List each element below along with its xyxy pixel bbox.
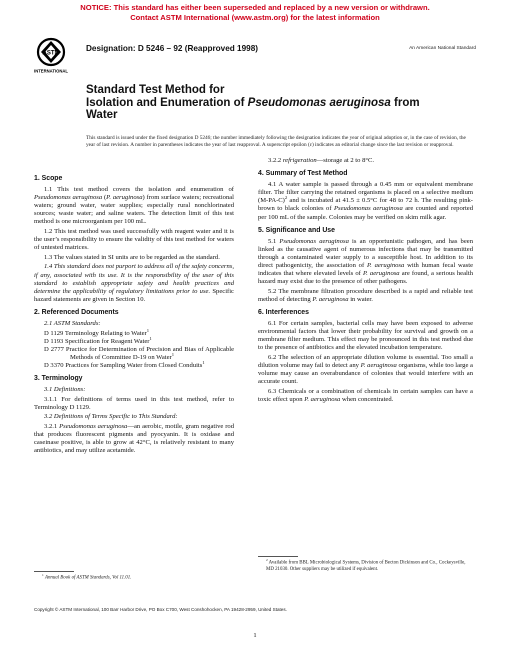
issuance-note: This standard is issued under the fixed designation D 5246; the number immediately following the designation indicates the year of original adoption or, in the case of revision, the year of last revision. A number in parentheses indicates the year of last reapproval. A superscript epsilon (ε) indicates an editorial change since the last revision or reapproval.: [86, 135, 466, 148]
paragraph-4-1: 4.1 A water sample is passed through a 0.45 mm or equivalent membrane filter. The filter carrying the retained organisms is placed on a selective medium $(M-PA-C)^2$ and is incubated at 41.5 ± 0.5°C for 48 to 72 h. The resulting pink-brown to black colonies of Pseudomonas aeruginosa are counted and reported per 100 mL of the sample. Colonies may be verified on skim milk agar.: [258, 181, 473, 221]
copyright-line: Copyright © ASTM International, 100 Barr Harbor Drive, PO Box C700, West Conshohocken, PA 19428-2959, United States.: [34, 607, 287, 612]
footnote-2: $^2$ Available from BBL Microbiological Systems, Division of Becton Dickinson and Co., Cockeysville, MD 21030. Other suppliers may be utilized if equivalent.: [266, 558, 466, 572]
section-heading-referenced-documents: 2. Referenced Documents: [34, 308, 119, 316]
paragraph-1-3: 1.3 The values stated in SI units are to be regarded as the standard.: [44, 253, 220, 261]
paragraph-6-3: 6.3 Chemicals or a combination of chemicals in certain samples can have a toxic effect upon P. aeruginosa when concentrated.: [258, 387, 473, 403]
reference-d1129: D 1129 Terminology Relating to Water$^1$: [44, 327, 150, 337]
withdrawal-notice: [0, 3, 510, 22]
paragraph-3-2-2: 3.2.2 refrigeration—storage at 2 to 8°C.: [268, 157, 375, 164]
astm-logo: [34, 36, 68, 76]
footnote-1: $^1$ Annual Book of ASTM Standards, Vol 11.01.: [42, 573, 132, 581]
paragraph-1-2: 1.2 This test method was used successfully with reagent water and it is the user’s responsibility to ensure the validity of this test method for waters of untested matrices.: [34, 228, 234, 252]
svg-text:ASTM: ASTM: [42, 50, 60, 57]
paragraph-3-2: 3.2 Definitions of Terms Specific to This Standard:: [44, 413, 178, 421]
paragraph-1-4: 1.4 This standard does not purport to address all of the safety concerns, if any, associated with its use. It is the responsibility of the user of this standard to establish appropriate safety and health practices and determine the applicability of regulatory limitations prior to use. Specific hazard statements are given in Section 10.: [34, 263, 234, 303]
left-column: [34, 170, 234, 457]
footnote-rule-left: [34, 571, 74, 572]
logo-caption: INTERNATIONAL: [34, 68, 68, 74]
document-title: [86, 84, 420, 122]
right-column: [258, 157, 473, 406]
title-line-3: Water: [86, 109, 118, 121]
notice-line-2: Contact ASTM International (www.astm.org) for the latest information: [130, 12, 380, 22]
title-line-1: Standard Test Method for: [86, 84, 225, 96]
paragraph-3-2-1: 3.2.1 Pseudomonas aeruginosa—an aerobic, motile, gram negative rod that produces fluorescent pigments and pyocyanin. It is oxidase and caseinase positive, is able to grow at 42°C, is relatively resistant to many antibiotics, and may utilize acetamide.: [34, 423, 235, 455]
paragraph-3-1-1: 3.1.1 For definitions of terms used in this test method, refer to Terminology D 1129.: [34, 395, 234, 411]
paragraph-6-1: 6.1 For certain samples, bacterial cells may have been exposed to adverse environmental factors that lower their probability for survival and growth on a membrane filter medium. This effect may be pronounced in this test method due to the presence of antibiotics and the elevated incubation temperature.: [258, 320, 473, 352]
section-heading-scope: 1. Scope: [34, 175, 63, 182]
paragraph-3-1: 3.1 Definitions:: [44, 386, 86, 394]
page-number: 1: [253, 632, 257, 639]
reference-d1193: D 1193 Specification for Reagent Water$^1$: [44, 335, 152, 345]
notice-line-1: NOTICE: This standard has either been superseded and replaced by a new version or withdrawn.: [80, 3, 430, 12]
designation: Designation: D 5246 – 92 (Reapproved 1998): [86, 44, 259, 53]
section-heading-interferences: 6. Interferences: [258, 309, 309, 316]
paragraph-5-1: 5.1 Pseudomonas aeruginosa is an opportunistic pathogen, and has been linked as the causative agent of numerous infections that may be transmitted through a contaminated water supply to a susceptible host. In addition to its direct pathogenicity, the association of P. aeruginosa with human fecal waste indicates that where elevated levels of P. aeruginosa are found, a serious health hazard may exist due to the presence of other pathogens.: [258, 237, 473, 286]
reference-d3370: D 3370 Practices for Sampling Water from Closed Conduits$^1$: [44, 359, 205, 369]
american-national-standard-label: An American National Standard: [409, 46, 476, 51]
section-heading-summary: 4. Summary of Test Method: [258, 170, 348, 178]
footnote-rule-right: [258, 556, 298, 557]
paragraph-5-2: 5.2 The membrane filtration procedure described is a rapid and reliable test method of detecting P. aeruginosa in water.: [258, 287, 473, 303]
section-heading-terminology: 3. Terminology: [34, 375, 83, 383]
paragraph-2-1: 2.1 ASTM Standards:: [44, 320, 101, 327]
section-heading-significance: 5. Significance and Use: [258, 226, 335, 234]
reference-list: [34, 327, 234, 370]
paragraph-6-2: 6.2 The selection of an appropriate dilution volume is essential. Too small a dilution volume may fail to detect any P. aeruginosa organisms, while too large a volume may cause an overabundance of colonies that would interfere with an accurate count.: [258, 353, 473, 386]
reference-d2777: D 2777 Practice for Determination of Precision and Bias of Applicable Methods of Committee D-19 on Water$^1$: [44, 345, 234, 361]
paragraph-1-1: 1.1 This test method covers the isolation and enumeration of Pseudomonas aeruginosa (P. aeruginosa) from surface waters; recreational waters; ground water, water supplies; especially rural nonchlorinated sources; waste water; and saline waters. The detection limit of this test method is one microorganism per 100 mL.: [34, 186, 235, 226]
title-line-2: Isolation and Enumeration of Pseudomonas aeruginosa from: [86, 96, 420, 109]
